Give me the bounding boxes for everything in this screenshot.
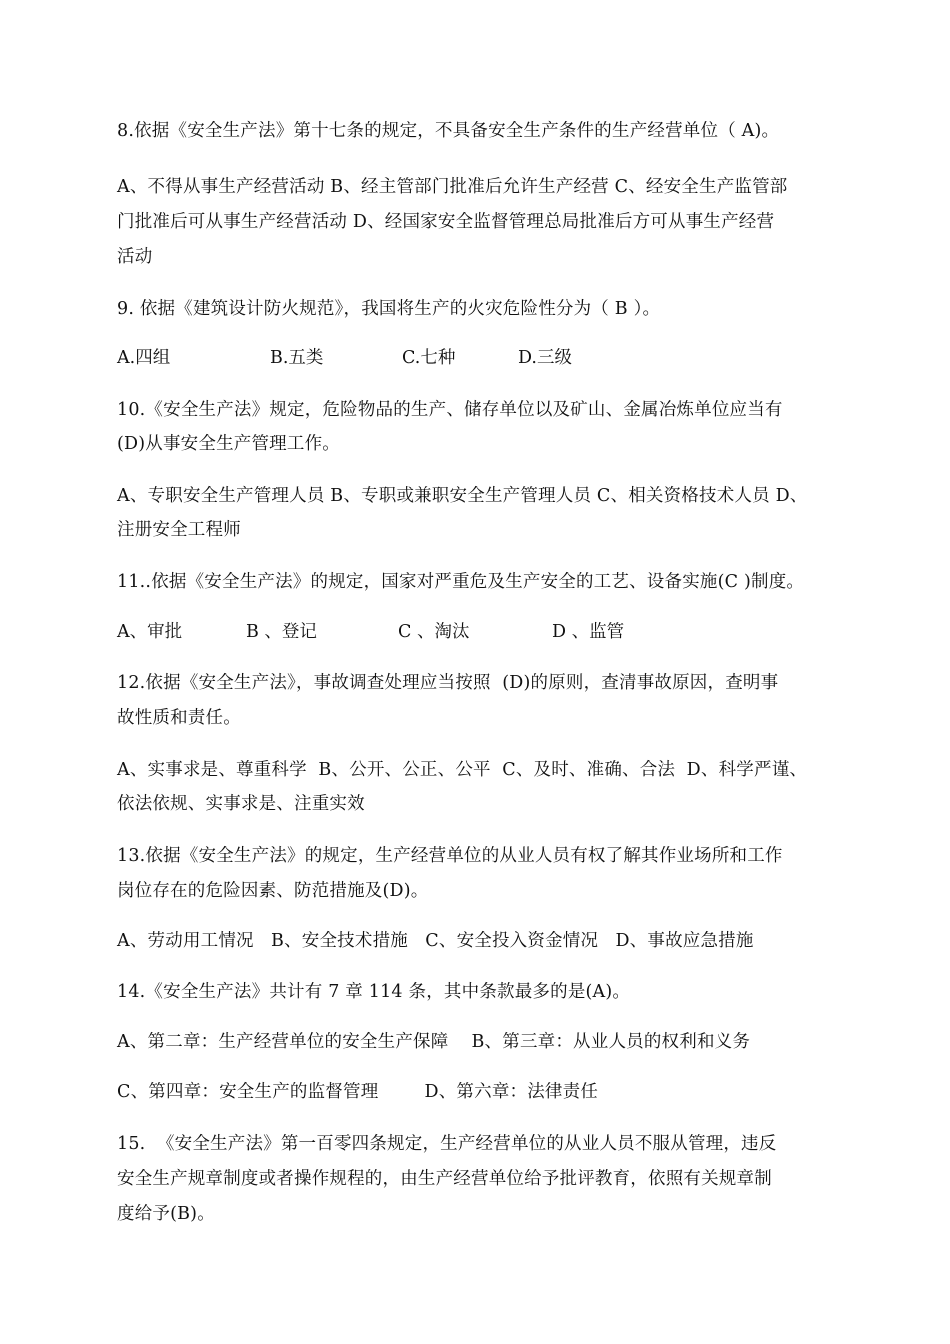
question-14-stem: 14.《安全生产法》共计有 7 章 114 条，其中条款最多的是(A)。 [117,982,631,1002]
question-12-stem-line-2: 故性质和责任。 [117,708,241,728]
question-10-stem-line-1: 10.《安全生产法》规定，危险物品的生产、储存单位以及矿山、金属冶炼单位应当有 [117,400,783,420]
question-9-option-a: A.四组 [117,348,171,368]
question-11-option-c: C 、淘汰 [398,622,470,642]
question-13-stem-line-1: 13.依据《安全生产法》的规定，生产经营单位的从业人员有权了解其作业场所和工作 [117,846,783,866]
question-10-options-line-1: A、专职安全生产管理人员 B、专职或兼职安全生产管理人员 C、相关资格技术人员 D、 [117,486,808,506]
question-9-option-c: C.七种 [402,348,456,368]
question-9-option-b: B.五类 [270,348,324,368]
question-10-stem-line-2: (D)从事安全生产管理工作。 [117,434,340,454]
question-8-stem: 8.依据《安全生产法》第十七条的规定，不具备安全生产条件的生产经营单位（ A)。 [117,121,780,141]
question-8-options-line-2: 门批准后可从事生产经营活动 D、经国家安全监督管理总局批准后方可从事生产经营 [117,212,775,232]
question-15-stem-line-2: 安全生产规章制度或者操作规程的，由生产经营单位给予批评教育，依照有关规章制 [117,1169,772,1189]
question-13-options: A、劳动用工情况 B、安全技术措施 C、安全投入资金情况 D、事故应急措施 [117,931,754,951]
question-12-options-line-1: A、实事求是、尊重科学 B、公开、公正、公平 C、及时、准确、合法 D、科学严谨、 [117,760,808,780]
question-14-options-line-1: A、第二章：生产经营单位的安全生产保障 B、第三章：从业人员的权利和义务 [117,1032,751,1052]
question-15-stem-line-1: 15. 《安全生产法》第一百零四条规定，生产经营单位的从业人员不服从管理，违反 [117,1134,777,1154]
question-10-options-line-2: 注册安全工程师 [117,520,241,540]
question-15-stem-line-3: 度给予(B)。 [117,1204,215,1224]
question-12-stem-line-1: 12.依据《安全生产法》，事故调查处理应当按照 (D)的原则，查清事故原因，查明事 [117,673,779,693]
question-8-options-line-3: 活动 [117,247,153,267]
question-8-options-line-1: A、不得从事生产经营活动 B、经主管部门批准后允许生产经营 C、经安全生产监管部 [117,177,788,197]
question-9-option-d: D.三级 [518,348,572,368]
question-11-option-d: D 、监管 [552,622,625,642]
question-9-stem: 9. 依据《建筑设计防火规范》，我国将生产的火灾危险性分为（ B ）。 [117,299,661,319]
question-11-option-b: B 、登记 [246,622,317,642]
question-14-options-line-2: C、第四章：安全生产的监督管理 D、第六章：法律责任 [117,1082,599,1102]
question-12-options-line-2: 依法依规、实事求是、注重实效 [117,794,365,814]
question-11-stem: 11..依据《安全生产法》的规定，国家对严重危及生产安全的工艺、设备实施(C )制度。 [117,572,805,592]
question-11-option-a: A、审批 [117,622,183,642]
question-13-stem-line-2: 岗位存在的危险因素、防范措施及(D)。 [117,881,429,901]
